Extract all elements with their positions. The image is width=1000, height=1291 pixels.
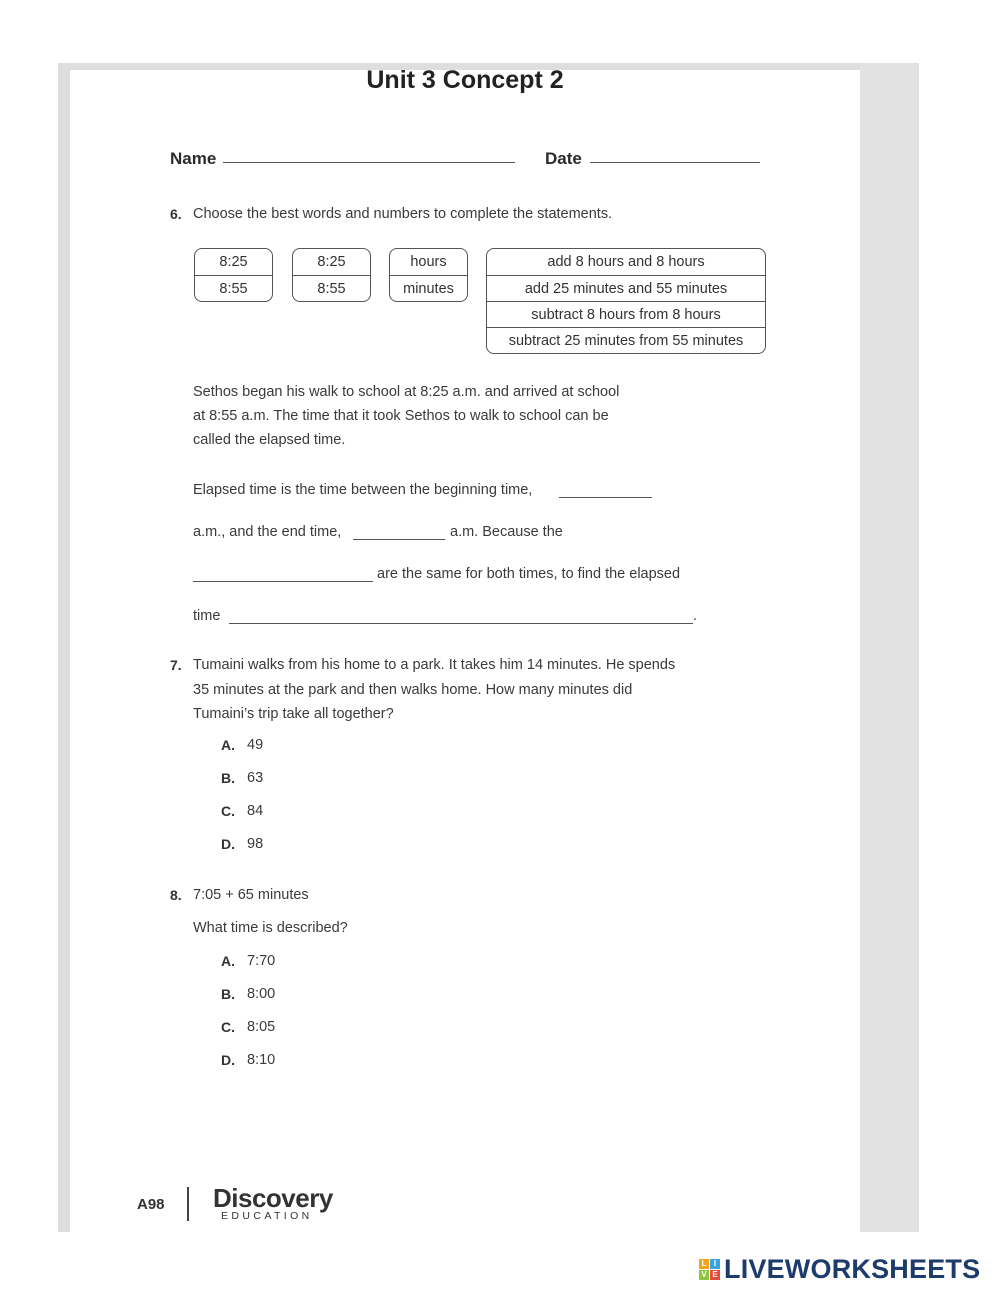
q7-choice-letter: A. (221, 737, 235, 753)
q7-question-line: 35 minutes at the park and then walks home. How many minutes did (193, 682, 633, 698)
dropdown-option[interactable]: 8:25 (317, 254, 346, 270)
dropdown-units[interactable] (389, 248, 468, 302)
q6-sentence-2b: a.m. Because the (450, 524, 563, 540)
worksheet-page (70, 70, 860, 1232)
q7-choice-letter: B. (221, 770, 235, 786)
q8-question: What time is described? (193, 920, 348, 936)
q6-sentence-1: Elapsed time is the time between the beginning time, (193, 482, 533, 498)
dropdown-end-time[interactable] (292, 248, 371, 302)
dropdown-option[interactable]: 8:55 (293, 275, 370, 301)
q8-choice-letter: C. (221, 1019, 235, 1035)
blank-method[interactable] (229, 623, 693, 624)
discovery-logo-sub: EDUCATION (221, 1210, 313, 1222)
q6-prompt: Choose the best words and numbers to complete the statements. (193, 206, 613, 222)
q6-number: 6. (170, 206, 182, 222)
date-field[interactable] (590, 162, 760, 163)
q7-choice-letter: D. (221, 836, 235, 852)
date-label: Date (545, 149, 582, 168)
dropdown-option[interactable]: 8:25 (219, 254, 248, 270)
q8-expression: 7:05 + 65 minutes (193, 887, 309, 903)
q8-choice-c[interactable]: 8:05 (247, 1019, 276, 1035)
dropdown-begin-time[interactable] (194, 248, 273, 302)
liveworksheets-text: LIVEWORKSHEETS (724, 1254, 981, 1284)
q6-sentence-2a: a.m., and the end time, (193, 524, 342, 540)
scan-shadow (860, 63, 919, 1232)
q8-choice-letter: B. (221, 986, 235, 1002)
dropdown-method[interactable] (486, 248, 766, 354)
logo-tile: E (710, 1270, 720, 1280)
q7-question-line: Tumaini’s trip take all together? (193, 706, 394, 722)
q7-choice-letter: C. (221, 803, 235, 819)
q8-choice-b[interactable]: 8:00 (247, 986, 276, 1002)
q8-choice-a[interactable]: 7:70 (247, 953, 276, 969)
blank-units[interactable] (193, 581, 373, 582)
dropdown-option[interactable]: minutes (390, 275, 467, 301)
q6-paragraph-line: at 8:55 a.m. The time that it took Sethos to walk to school can be (193, 408, 609, 424)
q7-choice-a[interactable]: 49 (247, 737, 264, 753)
q8-number: 8. (170, 887, 182, 903)
dropdown-option[interactable]: hours (410, 254, 447, 270)
logo-tile: I (710, 1259, 720, 1269)
q6-paragraph-line: called the elapsed time. (193, 432, 346, 448)
dropdown-option[interactable]: 8:55 (195, 275, 272, 301)
q7-choice-d[interactable]: 98 (247, 836, 264, 852)
dropdown-option[interactable]: add 25 minutes and 55 minutes (487, 275, 765, 301)
page-number: A98 (137, 1196, 165, 1213)
q8-choice-letter: A. (221, 953, 235, 969)
name-field[interactable] (223, 162, 515, 163)
dropdown-option[interactable]: subtract 8 hours from 8 hours (487, 301, 765, 327)
blank-end-time[interactable] (353, 539, 445, 540)
liveworksheets-logo-icon (699, 1259, 720, 1280)
period: . (693, 608, 698, 624)
q6-sentence-4: time (193, 608, 221, 624)
footer-divider (187, 1187, 189, 1221)
blank-begin-time[interactable] (559, 497, 652, 498)
name-label: Name (170, 149, 217, 168)
q8-choice-d[interactable]: 8:10 (247, 1052, 276, 1068)
dropdown-option[interactable]: add 8 hours and 8 hours (547, 254, 705, 270)
q7-number: 7. (170, 657, 182, 673)
logo-tile: V (699, 1270, 709, 1280)
q6-paragraph-line: Sethos began his walk to school at 8:25 a.m. and arrived at school (193, 384, 620, 400)
discovery-logo: Discovery (213, 1183, 333, 1213)
dropdown-option[interactable]: subtract 25 minutes from 55 minutes (487, 327, 765, 353)
liveworksheets-brand (699, 1254, 980, 1285)
q8-choice-letter: D. (221, 1052, 235, 1068)
q7-choice-b[interactable]: 63 (247, 770, 264, 786)
q6-sentence-3: are the same for both times, to find the elapsed (377, 566, 681, 582)
q7-question-line: Tumaini walks from his home to a park. It takes him 14 minutes. He spends (193, 657, 676, 673)
page-title: Unit 3 Concept 2 (366, 66, 564, 94)
logo-tile: L (699, 1259, 709, 1269)
q7-choice-c[interactable]: 84 (247, 803, 264, 819)
